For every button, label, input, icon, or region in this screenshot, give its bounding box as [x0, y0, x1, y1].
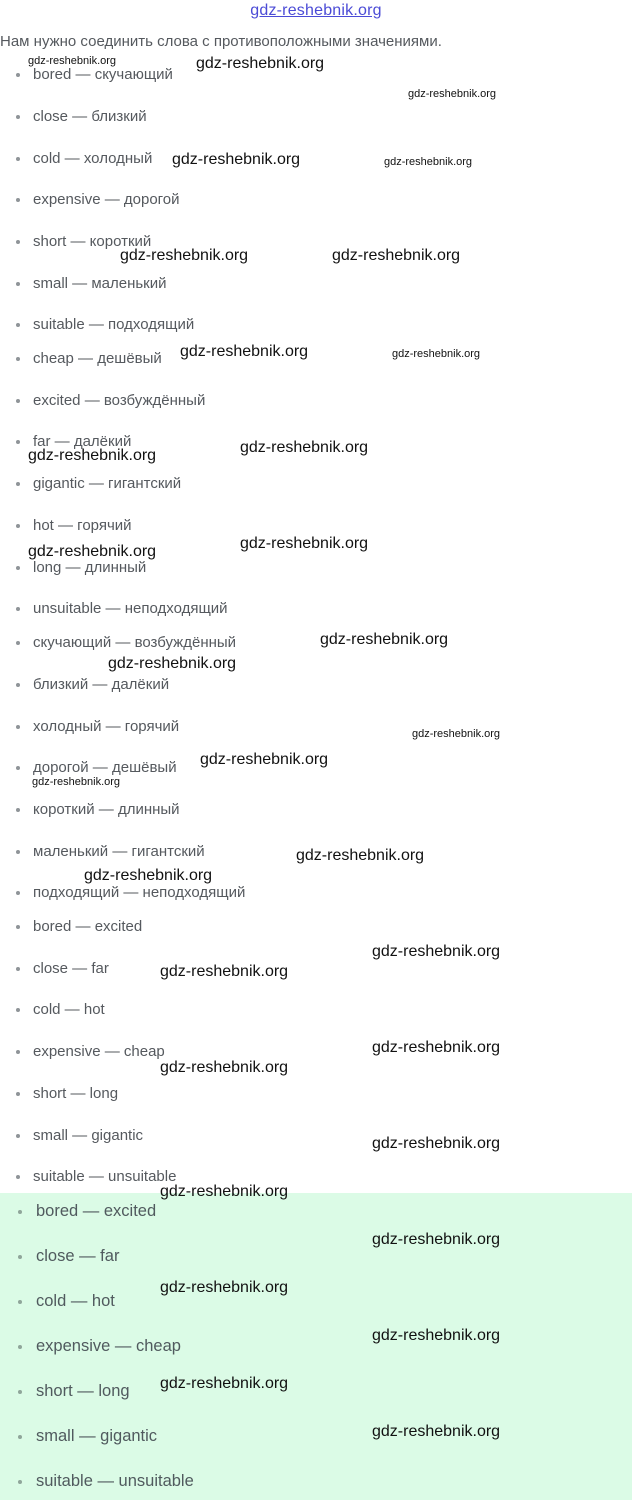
- watermark: gdz-reshebnik.org: [200, 751, 329, 768]
- bullet-icon: [18, 1210, 22, 1214]
- bullet-icon: [16, 399, 20, 403]
- watermark: gdz-reshebnik.org: [372, 1135, 501, 1152]
- bullet-icon: [16, 1175, 20, 1179]
- watermark: gdz-reshebnik.org: [392, 348, 481, 360]
- watermark: gdz-reshebnik.org: [180, 343, 309, 360]
- bullet-icon: [16, 1134, 20, 1138]
- watermark: gdz-reshebnik.org: [108, 655, 237, 672]
- watermark: gdz-reshebnik.org: [160, 1183, 289, 1200]
- bullet-icon: [16, 282, 20, 286]
- bullet-icon: [16, 323, 20, 327]
- watermark: gdz-reshebnik.org: [372, 1423, 501, 1440]
- bullet-icon: [16, 766, 20, 770]
- bullet-icon: [16, 157, 20, 161]
- bullet-icon: [18, 1435, 22, 1439]
- watermark: gdz-reshebnik.org: [332, 247, 461, 264]
- bullet-icon: [16, 198, 20, 202]
- bullet-icon: [16, 1008, 20, 1012]
- watermark: gdz-reshebnik.org: [372, 943, 501, 960]
- watermark: gdz-reshebnik.org: [412, 728, 501, 740]
- bullet-icon: [18, 1255, 22, 1259]
- bullet-icon: [16, 566, 20, 570]
- bullet-icon: [18, 1480, 22, 1484]
- watermark: gdz-reshebnik.org: [320, 631, 449, 648]
- bullet-icon: [16, 850, 20, 854]
- answer-box: bored — excited close — far cold — hot expensive — cheap short — long small — gigantic suitable — unsuitable: [0, 1193, 632, 1500]
- watermark: gdz-reshebnik.org: [408, 88, 497, 100]
- watermark: gdz-reshebnik.org: [172, 151, 301, 168]
- watermark: gdz-reshebnik.org: [160, 1375, 289, 1392]
- watermark: gdz-reshebnik.org: [296, 847, 425, 864]
- bullet-icon: [16, 683, 20, 687]
- bullet-icon: [16, 891, 20, 895]
- bullet-icon: [16, 808, 20, 812]
- bullet-icon: [16, 641, 20, 645]
- watermark: gdz-reshebnik.org: [160, 963, 289, 980]
- bullet-icon: [16, 925, 20, 929]
- watermark: gdz-reshebnik.org: [372, 1039, 501, 1056]
- bullet-icon: [16, 357, 20, 361]
- watermark: gdz-reshebnik.org: [384, 156, 473, 168]
- bullet-icon: [16, 967, 20, 971]
- watermark: gdz-reshebnik.org: [372, 1231, 501, 1248]
- watermark: gdz-reshebnik.org: [120, 247, 249, 264]
- watermark: gdz-reshebnik.org: [160, 1279, 289, 1296]
- watermark: gdz-reshebnik.org: [32, 776, 121, 788]
- bullet-icon: [16, 440, 20, 444]
- watermark: gdz-reshebnik.org: [28, 447, 157, 464]
- watermark: gdz-reshebnik.org: [196, 55, 325, 72]
- watermark: gdz-reshebnik.org: [372, 1327, 501, 1344]
- watermark: gdz-reshebnik.org: [28, 55, 117, 67]
- bullet-icon: [16, 725, 20, 729]
- watermark: gdz-reshebnik.org: [160, 1059, 289, 1076]
- bullet-icon: [16, 482, 20, 486]
- watermark: gdz-reshebnik.org: [240, 535, 369, 552]
- intro-text: Нам нужно соединить слова с противоположными значениями.: [0, 33, 442, 50]
- bullet-icon: [16, 524, 20, 528]
- bullet-icon: [16, 73, 20, 77]
- bullet-icon: [16, 1050, 20, 1054]
- watermark: gdz-reshebnik.org: [240, 439, 369, 456]
- bullet-icon: [18, 1345, 22, 1349]
- watermark: gdz-reshebnik.org: [84, 867, 213, 884]
- site-link[interactable]: gdz-reshebnik.org: [250, 2, 382, 19]
- bullet-icon: [18, 1390, 22, 1394]
- bullet-icon: [16, 1092, 20, 1096]
- bullet-icon: [18, 1300, 22, 1304]
- bullet-icon: [16, 607, 20, 611]
- bullet-icon: [16, 240, 20, 244]
- watermark: gdz-reshebnik.org: [28, 543, 157, 560]
- bullet-icon: [16, 115, 20, 119]
